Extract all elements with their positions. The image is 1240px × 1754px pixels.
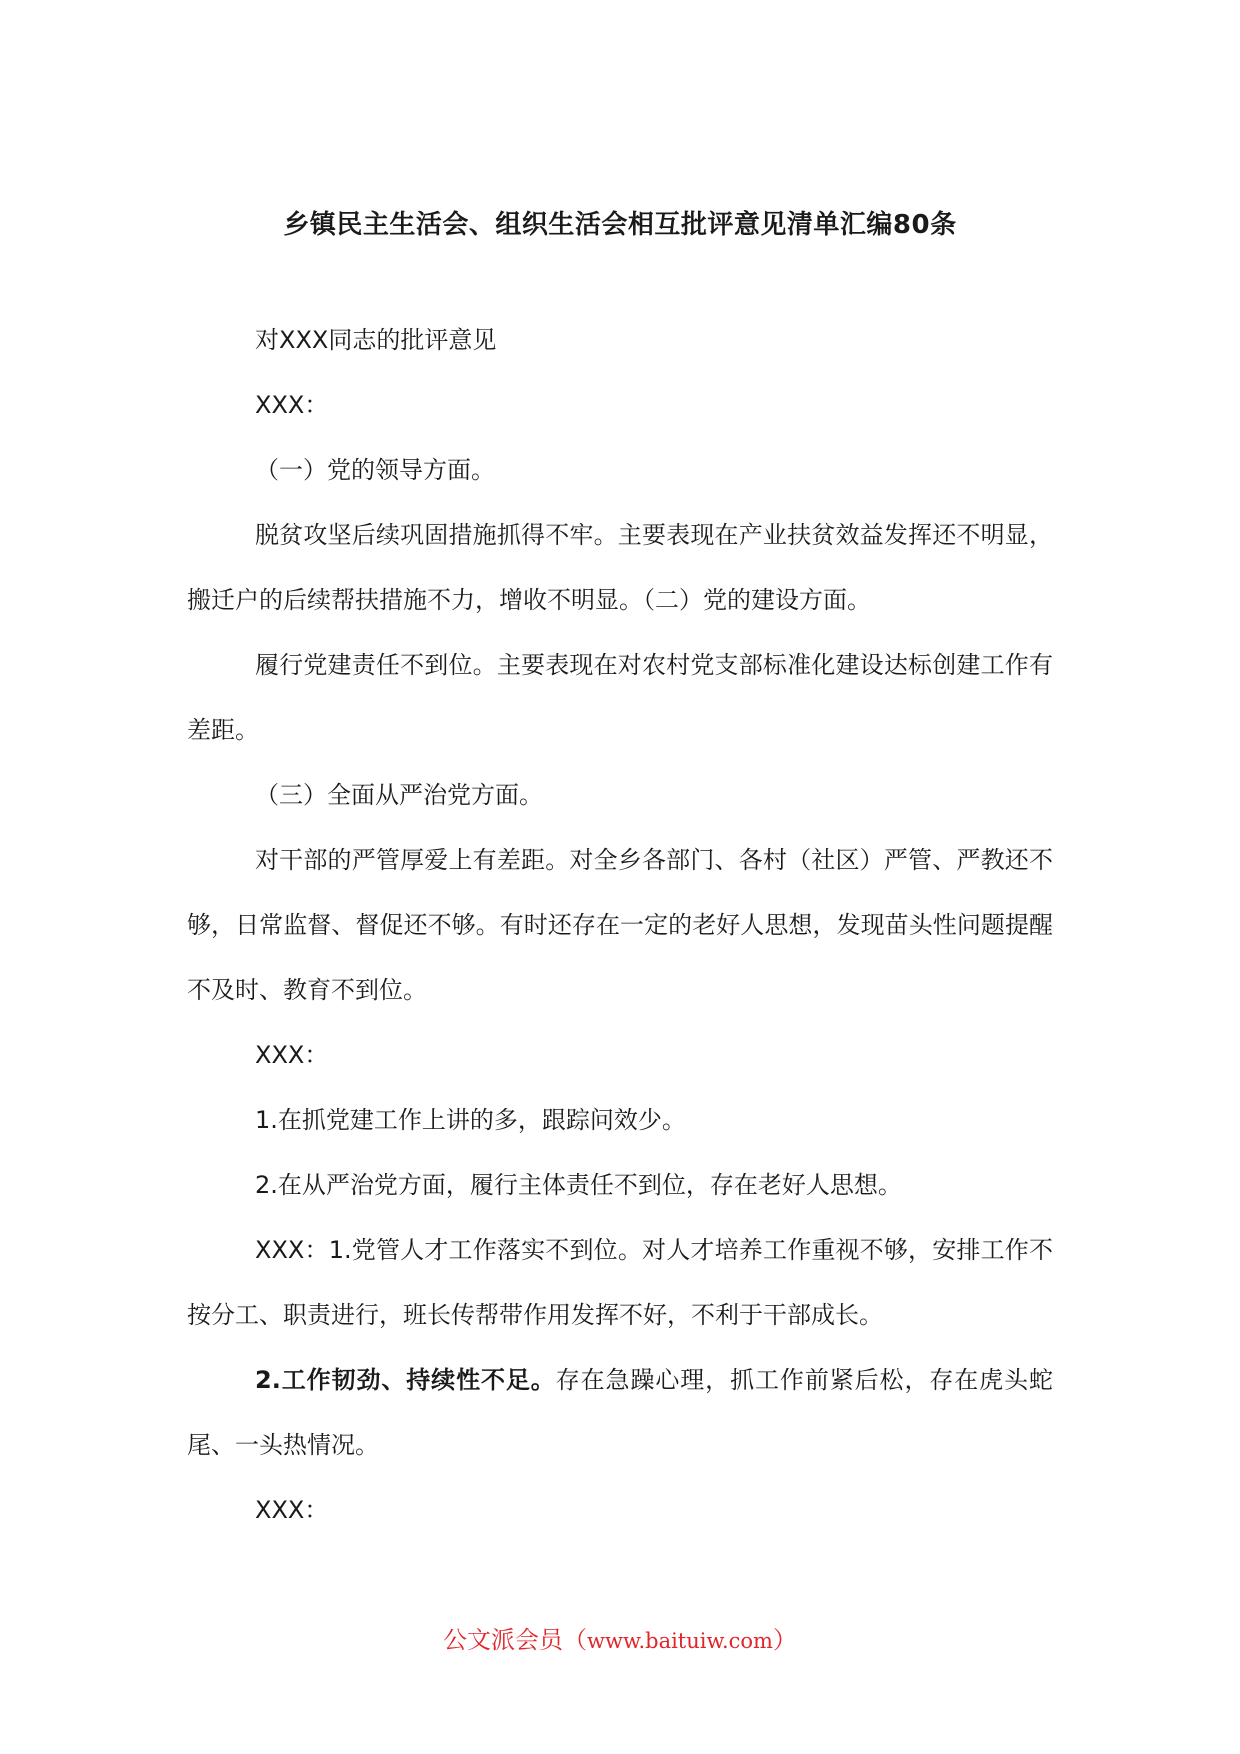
paragraph-12 xyxy=(187,1348,1053,1478)
paragraph-12-rest: 存在急躁心理，抓工作前紧后松，存在虎头蛇尾、一头热情况。 xyxy=(187,1366,1053,1459)
paragraph-4: 脱贫攻坚后续巩固措施抓得不牢。主要表现在产业扶贫效益发挥还不明显，搬迁户的后续帮扶措施不力，增收不明显。（二）党的建设方面。 xyxy=(187,521,1053,614)
paragraph-1: 对XXX同志的批评意见 xyxy=(255,326,497,354)
footer-url-link[interactable]: www.baituiw.com xyxy=(587,1629,773,1653)
paragraph-7: 对干部的严管厚爱上有差距。对全乡各部门、各村（社区）严管、严教还不够，日常监督、督促还不够。有时还存在一定的老好人思想，发现苗头性问题提醒不及时、教育不到位。 xyxy=(187,846,1053,1004)
footer-label: 公文派会员（ xyxy=(443,1626,588,1654)
document-body xyxy=(187,308,1053,1543)
footer-close: ） xyxy=(772,1626,797,1654)
footer-watermark xyxy=(150,1622,1090,1659)
document-title: 乡镇民主生活会、组织生活会相互批评意见清单汇编80条 xyxy=(283,210,957,240)
paragraph-10: 2.在从严治党方面，履行主体责任不到位，存在老好人思想。 xyxy=(255,1171,902,1199)
paragraph-6: （三）全面从严治党方面。 xyxy=(255,781,543,809)
paragraph-11: XXX：1.党管人才工作落实不到位。对人才培养工作重视不够，安排工作不按分工、职责进行，班长传帮带作用发挥不好，不利于干部成长。 xyxy=(187,1236,1053,1329)
paragraph-3: （一）党的领导方面。 xyxy=(255,456,495,484)
paragraph-9: 1.在抓党建工作上讲的多，跟踪问效少。 xyxy=(255,1106,686,1134)
paragraph-2: XXX： xyxy=(255,391,329,419)
paragraph-8: XXX： xyxy=(255,1041,329,1069)
paragraph-12-bold-lead: 2.工作韧劲、持续性不足。 xyxy=(255,1366,556,1394)
paragraph-13: XXX： xyxy=(255,1496,329,1524)
paragraph-5: 履行党建责任不到位。主要表现在对农村党支部标准化建设达标创建工作有差距。 xyxy=(187,651,1053,744)
